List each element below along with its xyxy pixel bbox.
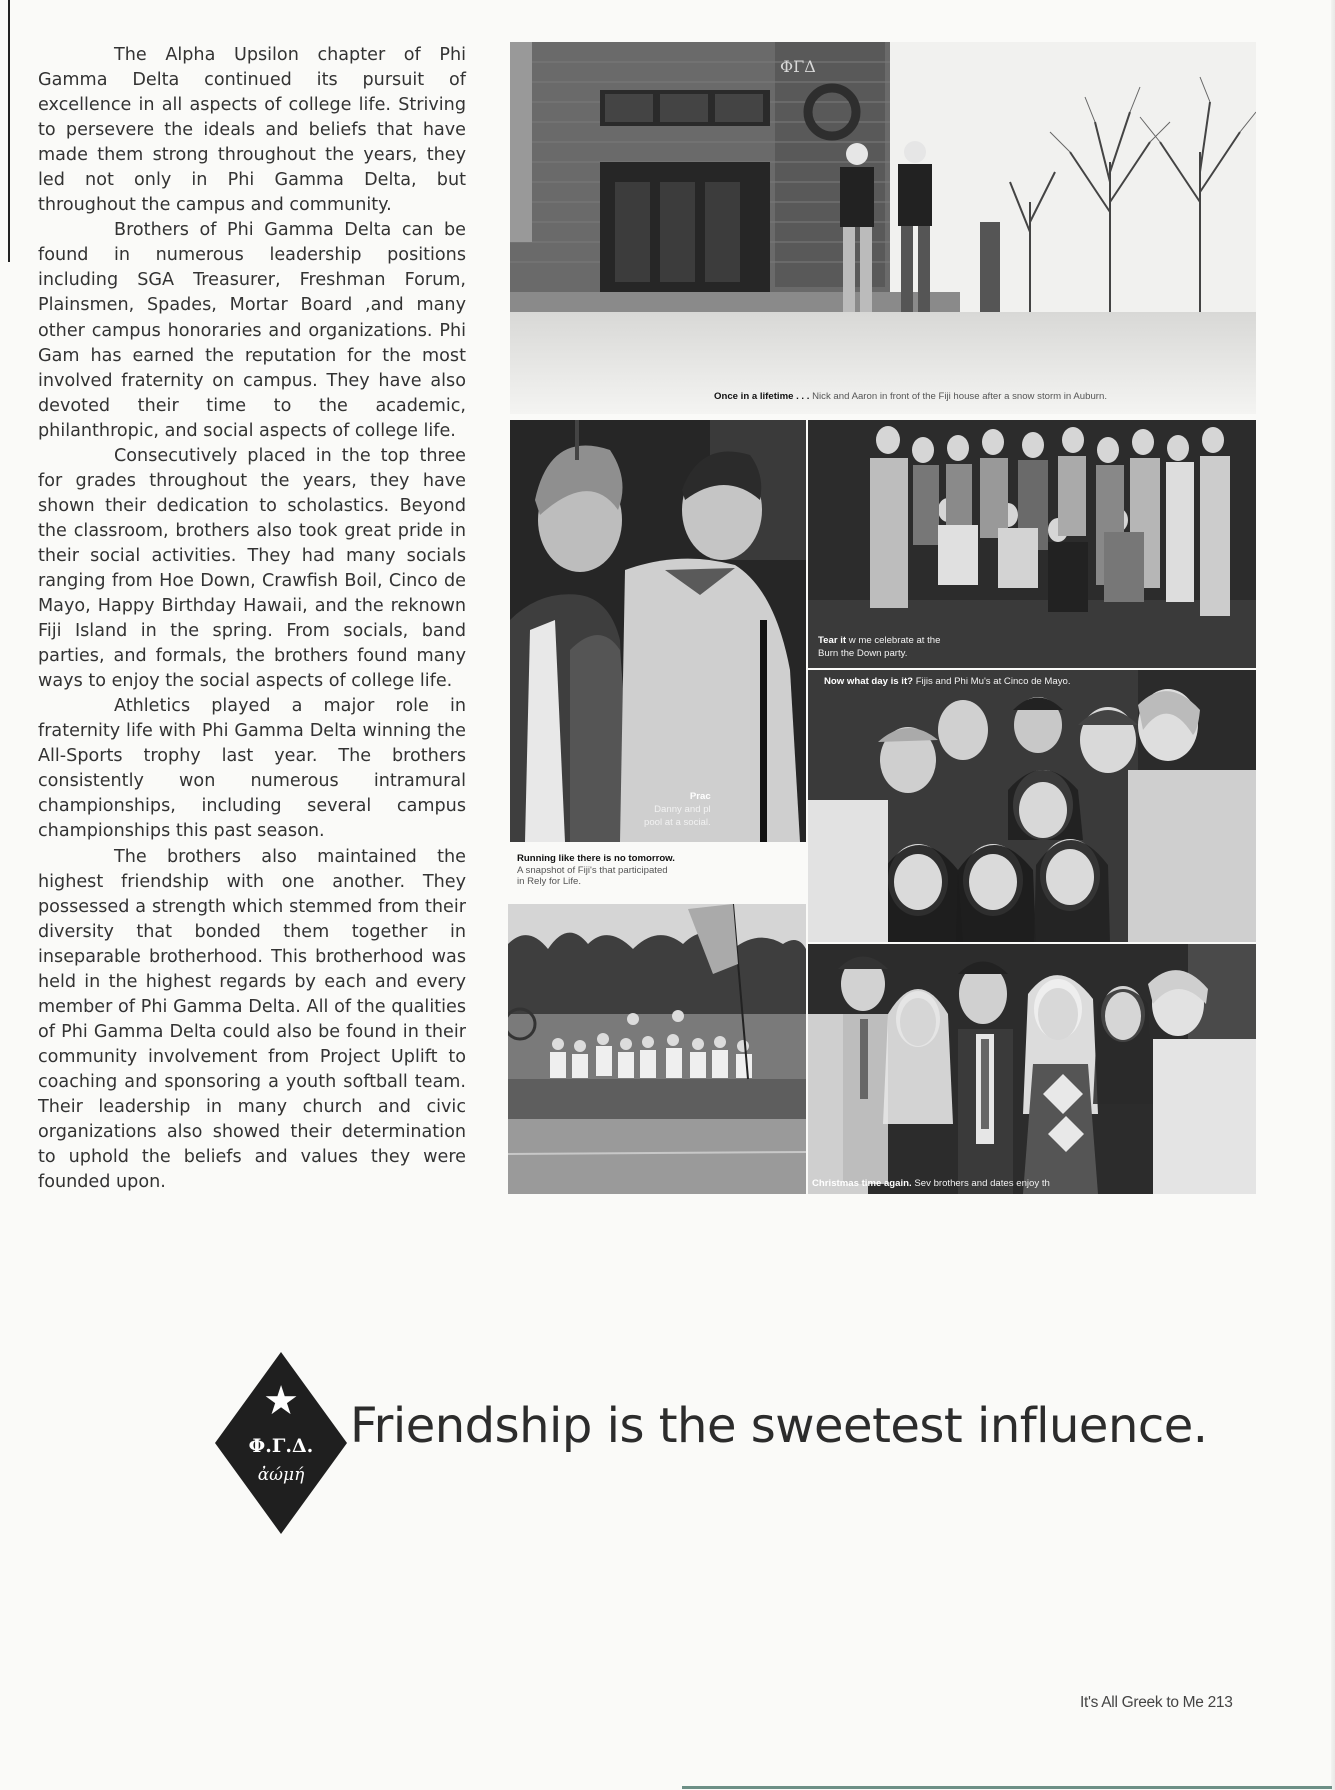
article-paragraph: Consecutively placed in the top three for grades throughout the years, they have shown their dedication to scholastics. Beyond the classroom, brothers also took great pride in their social activities. They had many socials ranging from Hoe Down, Crawfish Boil, Cinco de Mayo, Happy Birthday Hawaii, and the reknown Fiji Island in the spring. From socials, band parties, and formals, the brothers found many ways to enjoy the social aspects of college life. bbox=[38, 445, 466, 692]
page-right-shadow bbox=[1331, 0, 1335, 1790]
relay-photo bbox=[508, 904, 806, 1194]
article-body bbox=[38, 43, 466, 1195]
badge-letters: Φ.Γ.Δ. bbox=[248, 1435, 314, 1457]
hoedown-caption-bold: Tear it bbox=[818, 635, 847, 646]
cinco-photo bbox=[808, 670, 1256, 942]
page-edge-mark bbox=[8, 0, 10, 262]
page-footer: It's All Greek to Me 213 bbox=[1080, 1694, 1233, 1711]
bottom-rule bbox=[682, 1786, 1332, 1789]
cinco-caption bbox=[824, 676, 1071, 688]
relay-caption-line: A snapshot of Fiji's that participated bbox=[517, 864, 668, 876]
article-paragraph: Athletics played a major role in fraternity life with Phi Gamma Delta winning the All-Sports trophy last year. The brothers consistently won numerous intramural championships, including several campus championships this past season. bbox=[38, 696, 466, 842]
pool-caption-line: pool at a social. bbox=[644, 817, 711, 828]
badge-motto: ἀώμή bbox=[257, 1465, 305, 1485]
house-caption bbox=[714, 391, 1107, 403]
hoedown-caption-text: w me celebrate at the bbox=[846, 635, 941, 646]
christmas-caption-text: Sev brothers and dates enjoy th bbox=[911, 1178, 1050, 1189]
relay-caption bbox=[517, 853, 675, 888]
pool-caption bbox=[644, 790, 711, 829]
house-caption-text: Nick and Aaron in front of the Fiji house after a snow storm in Auburn. bbox=[809, 391, 1107, 402]
pool-caption-bold: Prac bbox=[689, 791, 711, 802]
relay-caption-title: Running like there is no tomorrow. bbox=[517, 853, 675, 864]
house-photo bbox=[510, 42, 1256, 414]
article-paragraph: The brothers also maintained the highest friendship with one another. They possessed a strength which stemmed from their diversity that bonded them together in inseparable brotherhood. This brotherhood was held in the highest regards by each and every member of Phi Gamma Delta. All of the qualities of Phi Gamma Delta could also be found in their community involvement from Project Uplift to coaching and sponsoring a youth softball team. Their leadership in many church and civic organizations also showed their determination to uphold the beliefs and values they were founded upon. bbox=[38, 846, 466, 1193]
house-sign-letters: ΦΓΔ bbox=[780, 57, 816, 76]
hoedown-caption bbox=[818, 634, 940, 660]
christmas-photo bbox=[808, 944, 1256, 1194]
cinco-caption-text: Fijis and Phi Mu's at Cinco de Mayo. bbox=[913, 676, 1071, 687]
star-icon: ★ bbox=[263, 1378, 299, 1424]
christmas-caption bbox=[812, 1178, 1050, 1190]
article-paragraph: The Alpha Upsilon chapter of Phi Gamma Delta continued its pursuit of excellence in all aspects of college life. Striving to persevere the ideals and beliefs that have made them strong throughout the years, they led not only in Phi Gamma Delta, but throughout the campus and community. bbox=[38, 45, 466, 216]
hoedown-photo bbox=[808, 420, 1256, 668]
hoedown-caption-line: Burn the Down party. bbox=[818, 648, 908, 659]
house-caption-bold: Once in a lifetime . . . bbox=[714, 391, 810, 402]
article-paragraph: Brothers of Phi Gamma Delta can be found in numerous leadership positions including SGA Treasurer, Freshman Forum, Plainsmen, Spades, Mortar Board ,and many other campus honoraries and organizations. Phi Gam has earned the reputation for the most involved fraternity on campus. They have also devoted their time to the academic, philanthropic, and social aspects of college life. bbox=[38, 220, 466, 441]
slogan: Friendship is the sweetest influence. bbox=[350, 1398, 1208, 1454]
pool-caption-line: Danny and pl bbox=[654, 804, 711, 815]
christmas-caption-bold: Christmas time again. bbox=[812, 1178, 912, 1189]
cinco-caption-bold: Now what day is it? bbox=[824, 676, 914, 687]
relay-caption-line: in Rely for Life. bbox=[517, 876, 581, 887]
fraternity-badge-logo bbox=[215, 1352, 347, 1534]
pool-photo bbox=[510, 420, 806, 842]
